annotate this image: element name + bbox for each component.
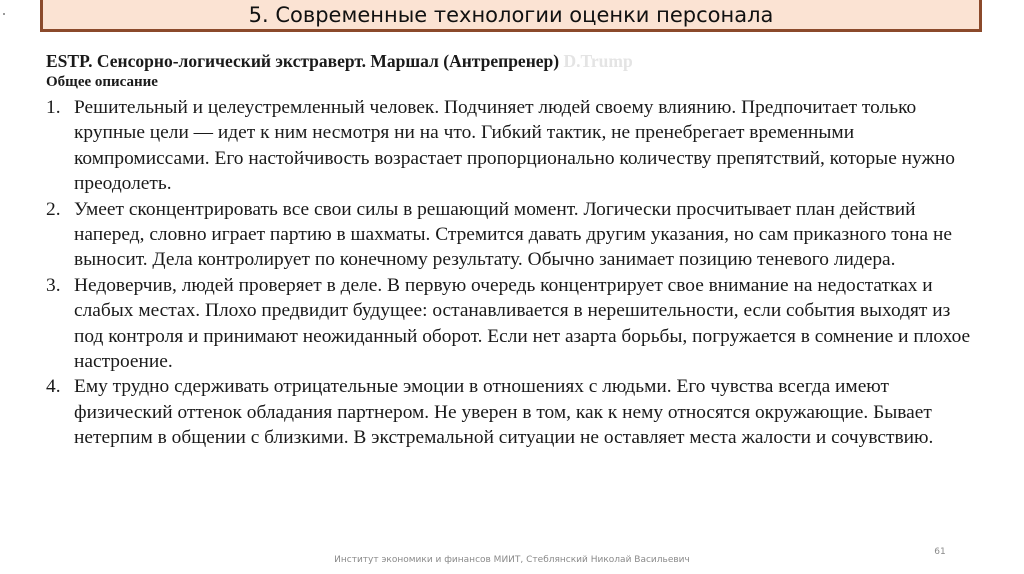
- description-list: [46, 95, 976, 451]
- list-item: [46, 374, 976, 450]
- list-item: [46, 197, 976, 273]
- slide-title: 5. Современные технологии оценки персонала: [248, 3, 774, 27]
- section-subheading: Общее описание: [46, 74, 158, 90]
- list-item-text: Решительный и целеустремленный человек. Подчиняет людей своему влиянию. Предпочитает только крупные цели — идет к ним несмотря ни на что. Гибкий тактик, не пренебрегает временными компромиссами. Его настойчивость возрастает пропорционально количеству препятствий, которые нужно преодолеть.: [74, 97, 955, 195]
- type-heading-text: ESTP. Сенсорно-логический экстраверт. Маршал (Антрепренер): [46, 51, 560, 71]
- list-item: [46, 95, 976, 197]
- list-item-number: 3.: [46, 274, 61, 296]
- footer-credit: Институт экономики и финансов МИИТ, Стеблянский Николай Васильевич: [334, 555, 690, 565]
- list-item-number: 1.: [46, 97, 61, 118]
- list-item-text: Ему трудно сдерживать отрицательные эмоции в отношениях с людьми. Его чувства всегда имеют физический оттенок обладания партнером. Не уверен в том, как к нему относятся окружающие. Бывает нетерпим в общении с близкими. В экстремальной ситуации не оставляет места жалости и сочувствию.: [74, 376, 934, 449]
- content-area: [46, 51, 976, 451]
- list-item-number: 2.: [46, 198, 61, 220]
- list-item-text: Умеет сконцентрировать все свои силы в решающий момент. Логически просчитывает план действий наперед, словно играет партию в шахматы. Стремится давать другим указания, но сам приказного тона не выносит. Дела контролирует по конечному результату. Обычно занимает позицию теневого лидера.: [74, 198, 952, 271]
- type-heading: [46, 51, 976, 71]
- title-banner: [40, 0, 982, 32]
- list-item-number: 4.: [46, 376, 61, 398]
- page-number: 61: [934, 547, 946, 557]
- list-item: [46, 273, 976, 375]
- marker-dot: [3, 13, 5, 15]
- list-item-text: Недоверчив, людей проверяет в деле. В первую очередь концентрирует свое внимание на недостатках и слабых местах. Плохо предвидит будущее: останавливается в нерешительности, если события выходят из под контроля и принимают неожиданный оборот. Если нет азарта борьбы, погружается в сомнение и плохое настроение.: [74, 274, 971, 373]
- author-name: D.Trump: [563, 51, 633, 71]
